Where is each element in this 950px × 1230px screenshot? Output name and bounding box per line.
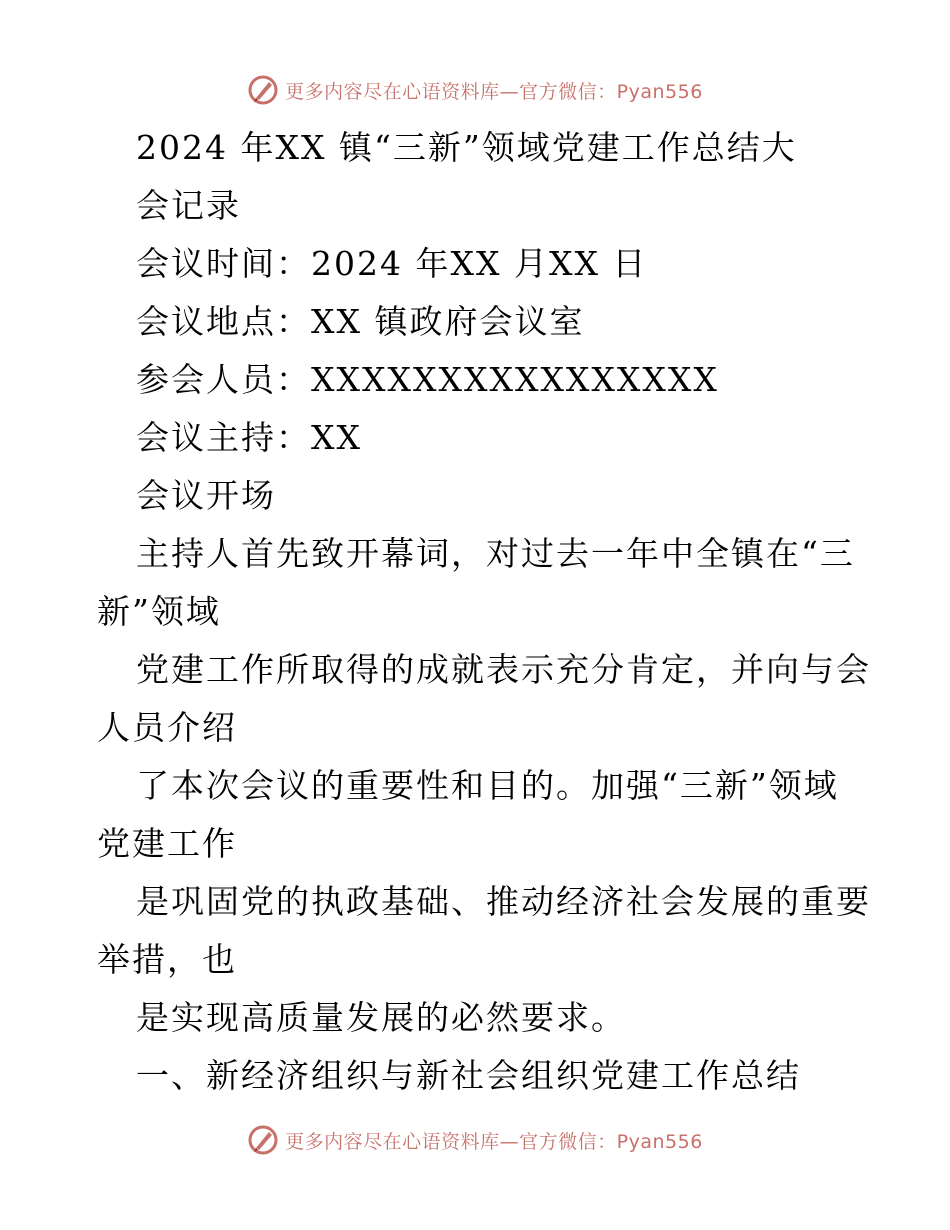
section-heading-1: 一、新经济组织与新社会组织党建工作总结	[136, 1056, 801, 1095]
title-line-2: 会记录	[136, 186, 241, 225]
meeting-attendees: 参会人员：XXXXXXXXXXXXXXXX	[136, 360, 719, 399]
quill-pen-logo-icon	[247, 1124, 279, 1156]
title-line-1: 2024 年XX 镇“三新”领域党建工作总结大	[136, 128, 797, 167]
meeting-location: 会议地点：XX 镇政府会议室	[136, 302, 585, 341]
watermark-text: 更多内容尽在心语资料库—官方微信：Pyan556	[285, 1130, 703, 1153]
footer-watermark	[0, 1120, 950, 1160]
meeting-time: 会议时间：2024 年XX 月XX 日	[136, 244, 648, 283]
paragraph-line: 是巩固党的执政基础、推动经济社会发展的重要	[136, 882, 871, 921]
paragraph-line: 党建工作	[97, 824, 237, 863]
paragraph-line: 党建工作所取得的成就表示充分肯定，并向与会	[136, 650, 871, 689]
section-heading-opening: 会议开场	[136, 476, 276, 515]
paragraph-line: 新”领域	[97, 592, 221, 631]
watermark-text: 更多内容尽在心语资料库—官方微信：Pyan556	[285, 80, 703, 103]
meeting-host: 会议主持：XX	[136, 418, 362, 457]
paragraph-line: 人员介绍	[97, 708, 237, 747]
paragraph-line: 主持人首先致开幕词，对过去一年中全镇在“三	[136, 534, 855, 573]
paragraph-line: 是实现高质量发展的必然要求。	[136, 998, 626, 1037]
quill-pen-logo-icon	[247, 74, 279, 106]
header-watermark	[0, 70, 950, 110]
paragraph-line: 了本次会议的重要性和目的。加强“三新”领域	[136, 766, 839, 805]
paragraph-line: 举措，也	[97, 940, 237, 979]
